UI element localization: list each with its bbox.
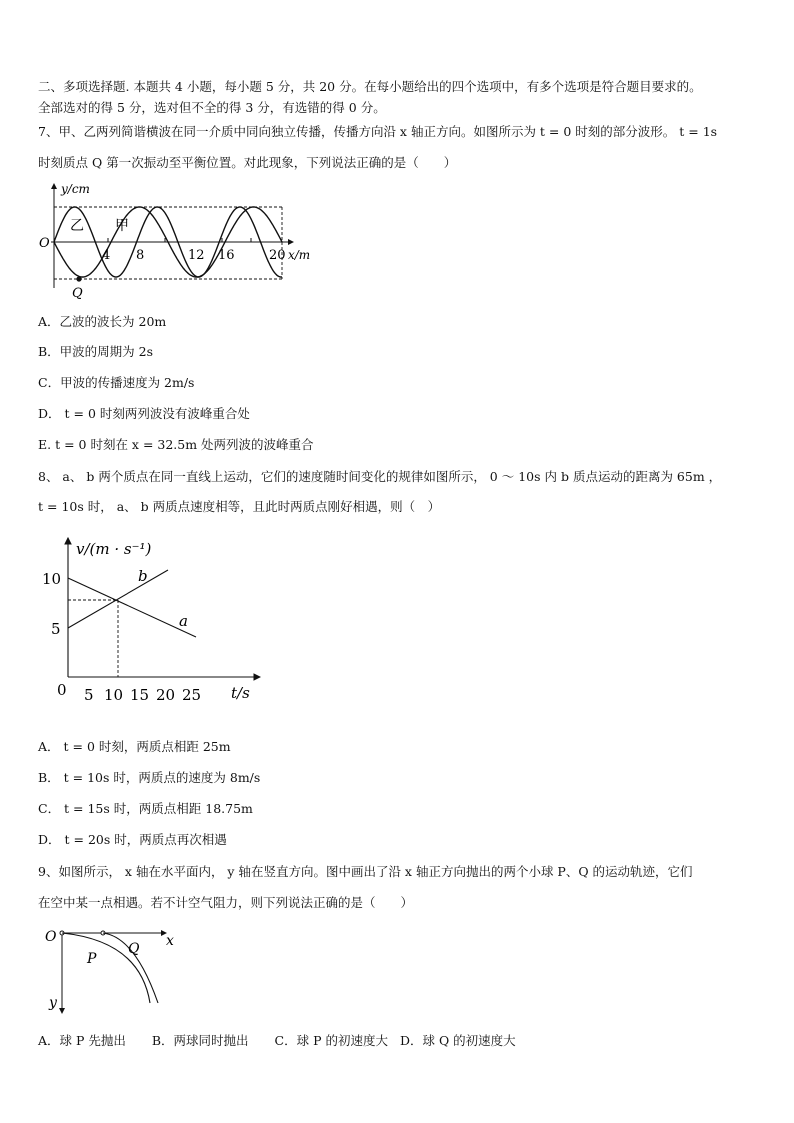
- q7-option-e[interactable]: E. t = 0 时刻在 x = 32.5m 处两列波的波峰重合: [38, 437, 314, 452]
- q8-x-tick-10: 10: [104, 686, 124, 704]
- q8-line-b-label: b: [138, 567, 148, 585]
- q8-y-tick-5: 5: [51, 620, 61, 638]
- section-title-line-1: 二、多项选择题. 本题共 4 小题，每小题 5 分，共 20 分。在每小题给出的四个选项中，有多个选项是符合题目要求的。: [38, 79, 702, 94]
- q7-option-b[interactable]: B．甲波的周期为 2s: [38, 344, 154, 359]
- q8-x-tick-15: 15: [130, 686, 150, 704]
- q9-option-d[interactable]: D．球 Q 的初速度大: [399, 1033, 516, 1048]
- q8-line-b: [68, 570, 168, 628]
- q9-p-label: P: [87, 951, 97, 967]
- q9-trajectory-figure: [40, 923, 190, 1018]
- q8-velocity-time-graph: [38, 530, 268, 710]
- q7-point-q: [76, 276, 81, 281]
- q7-origin-label: O: [39, 236, 50, 251]
- q9-option-a[interactable]: A．球 P 先抛出: [38, 1033, 126, 1048]
- q7-tick-label-8: 8: [136, 248, 145, 263]
- q9-x-label: x: [166, 933, 174, 949]
- q7-stem-line-2: 时刻质点 Q 第一次振动至平衡位置。对此现象，下列说法正确的是（ ）: [38, 155, 457, 170]
- q8-y-axis-label: v/(m · s⁻¹): [76, 540, 152, 558]
- q8-line-a: [68, 578, 196, 637]
- q7-tick-label-12: 12: [188, 248, 205, 263]
- q7-wave-yi-label: 乙: [70, 218, 84, 234]
- q7-option-a[interactable]: A．乙波的波长为 20m: [38, 314, 167, 329]
- q9-options-row: [38, 1031, 538, 1049]
- q7-tick-label-20: 20: [269, 248, 286, 263]
- q8-stem-line-1: 8、 a、 b 两个质点在同一直线上运动，它们的速度随时间变化的规律如图所示， 0 ～ 10s 内 b 质点运动的距离为 65m ，: [38, 469, 722, 484]
- q7-wave-figure: [35, 180, 335, 305]
- q8-origin-label: 0: [57, 681, 67, 699]
- q8-option-a[interactable]: A． t = 0 时刻，两质点相距 25m: [38, 739, 231, 754]
- q8-option-c[interactable]: C． t = 15s 时，两质点相距 18.75m: [38, 801, 253, 816]
- q7-x-axis-label: x/m: [288, 248, 311, 262]
- q8-option-d[interactable]: D． t = 20s 时，两质点再次相遇: [38, 832, 227, 847]
- q8-line-a-label: a: [179, 612, 188, 630]
- q7-y-axis-label: y/cm: [61, 182, 90, 196]
- q9-stem-line-2: 在空中某一点相遇。若不计空气阻力，则下列说法正确的是（ ）: [38, 895, 414, 910]
- q7-wave-jia-label: 甲: [115, 218, 129, 234]
- q9-y-label: y: [49, 995, 57, 1011]
- q9-option-b[interactable]: B．两球同时抛出: [151, 1033, 249, 1048]
- q8-x-tick-20: 20: [156, 686, 176, 704]
- q9-origin-label: O: [45, 929, 57, 945]
- section-title-line-2: 全部选对的得 5 分，选对但不全的得 3 分，有选错的得 0 分。: [38, 100, 386, 115]
- q8-y-tick-10: 10: [42, 570, 62, 588]
- q7-option-c[interactable]: C．甲波的传播速度为 2m/s: [38, 375, 195, 390]
- q8-x-axis-label: t/s: [231, 684, 250, 702]
- q8-stem-line-2: t = 10s 时， a、 b 两质点速度相等，且此时两质点刚好相遇，则（ ）: [38, 499, 441, 514]
- q7-option-d[interactable]: D． t = 0 时刻两列波没有波峰重合处: [38, 406, 250, 421]
- q8-x-tick-5: 5: [84, 686, 94, 704]
- q7-tick-label-4: 4: [102, 248, 111, 263]
- q7-point-q-label: Q: [72, 286, 83, 301]
- q8-option-b[interactable]: B． t = 10s 时，两质点的速度为 8m/s: [38, 770, 261, 785]
- q9-stem-line-1: 9、如图所示， x 轴在水平面内， y 轴在竖直方向。图中画出了沿 x 轴正方向抛出的两个小球 P、Q 的运动轨迹，它们: [38, 864, 693, 879]
- q9-q-label: Q: [128, 941, 140, 957]
- q7-tick-label-16: 16: [218, 248, 235, 263]
- q7-stem-line-1: 7、甲、乙两列简谐横波在同一介质中同向独立传播，传播方向沿 x 轴正方向。如图所示为 t = 0 时刻的部分波形。 t = 1s: [38, 124, 718, 139]
- q8-x-tick-25: 25: [182, 686, 202, 704]
- q9-option-c[interactable]: C．球 P 的初速度大: [274, 1033, 388, 1048]
